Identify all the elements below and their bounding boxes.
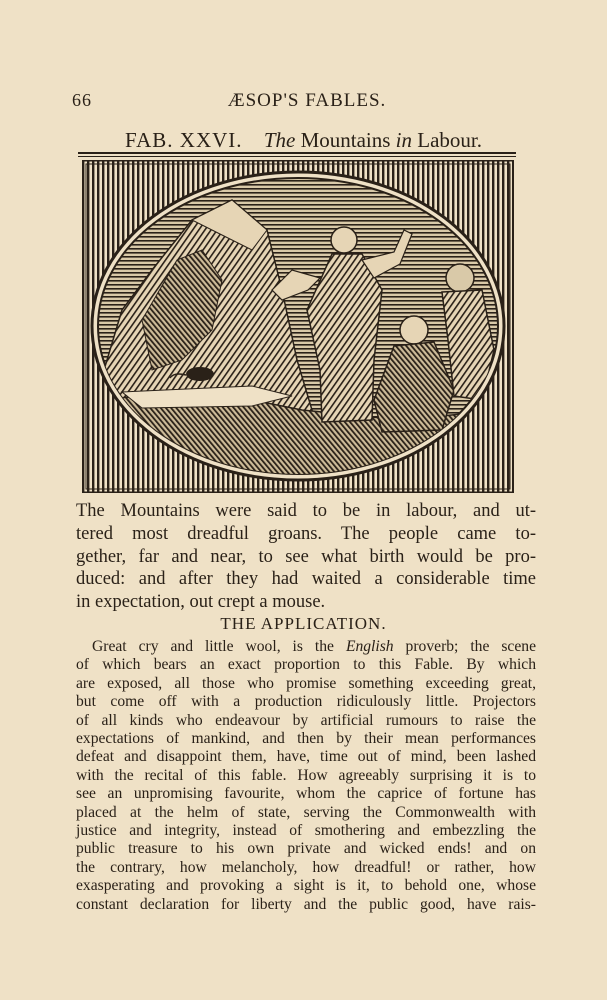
fable-title-in: in [395, 128, 412, 152]
application-line: the contrary, how melancholy, how dreadful! or rather, how [76, 858, 536, 876]
application-first-line-pre: Great cry and little wool, is the [92, 638, 346, 655]
page-number: 66 [72, 90, 92, 110]
application-line: expectations of mankind, and then by their mean performances [76, 730, 536, 748]
fable-line: in expectation, out crept a mouse. [76, 592, 326, 613]
running-head [72, 90, 542, 114]
fable-title-mountains: Mountains [300, 128, 391, 152]
woodcut-illustration [82, 160, 514, 493]
fable-line: duced: and after they had waited a considerable time [76, 569, 536, 590]
application-first-line-post: proverb; the scene [393, 638, 536, 655]
fable-heading [0, 128, 607, 153]
application-italic-english: English [345, 638, 394, 655]
application-line: see an unpromising favourite, whom the caprice of fortune has [76, 785, 536, 803]
application-line: of which bears an exact proportion to this Fable. By which [76, 656, 536, 674]
application-line: defeat and disappoint them, have, time out of mind, been lashed [76, 748, 536, 766]
application-line: placed at the helm of state, serving the Commonwealth with [76, 803, 536, 821]
running-title: ÆSOP'S FABLES. [227, 90, 387, 111]
fable-line: gether, far and near, to see what birth would be pro- [76, 546, 536, 567]
application-line: with the recital of this fable. How agreeably surprising it is to [76, 766, 536, 784]
application-first-line [76, 638, 536, 656]
fable-line: The Mountains were said to be in labour, and ut- [76, 501, 536, 521]
application-line: public treasure to his own private and wicked ends! and on [76, 840, 536, 858]
application-line: exasperating and provoking a sight is it, to behold one, whose [76, 877, 536, 895]
fable-title-the: The [263, 128, 296, 152]
fable-title-labour: Labour. [417, 128, 482, 152]
heading-rule [78, 152, 516, 154]
fable-number: FAB. XXVI. [125, 128, 243, 152]
fable-line: tered most dreadful groans. The people came to- [76, 523, 536, 544]
fable-text [76, 500, 536, 614]
application-heading: THE APPLICATION. [220, 614, 387, 633]
application-line: constant declaration for liberty and the public good, have rais- [76, 895, 536, 913]
heading-rule-thin [78, 156, 516, 157]
application-line: but come off with a production ridiculously little. Projectors [76, 693, 536, 711]
application-text [76, 638, 536, 914]
application-line: are exposed, all those who promise something exceeding great, [76, 674, 536, 692]
application-line: justice and integrity, instead of smothering and embezzling the [76, 822, 536, 840]
application-line: of all kinds who endeavour by artificial rumours to raise the [76, 711, 536, 729]
